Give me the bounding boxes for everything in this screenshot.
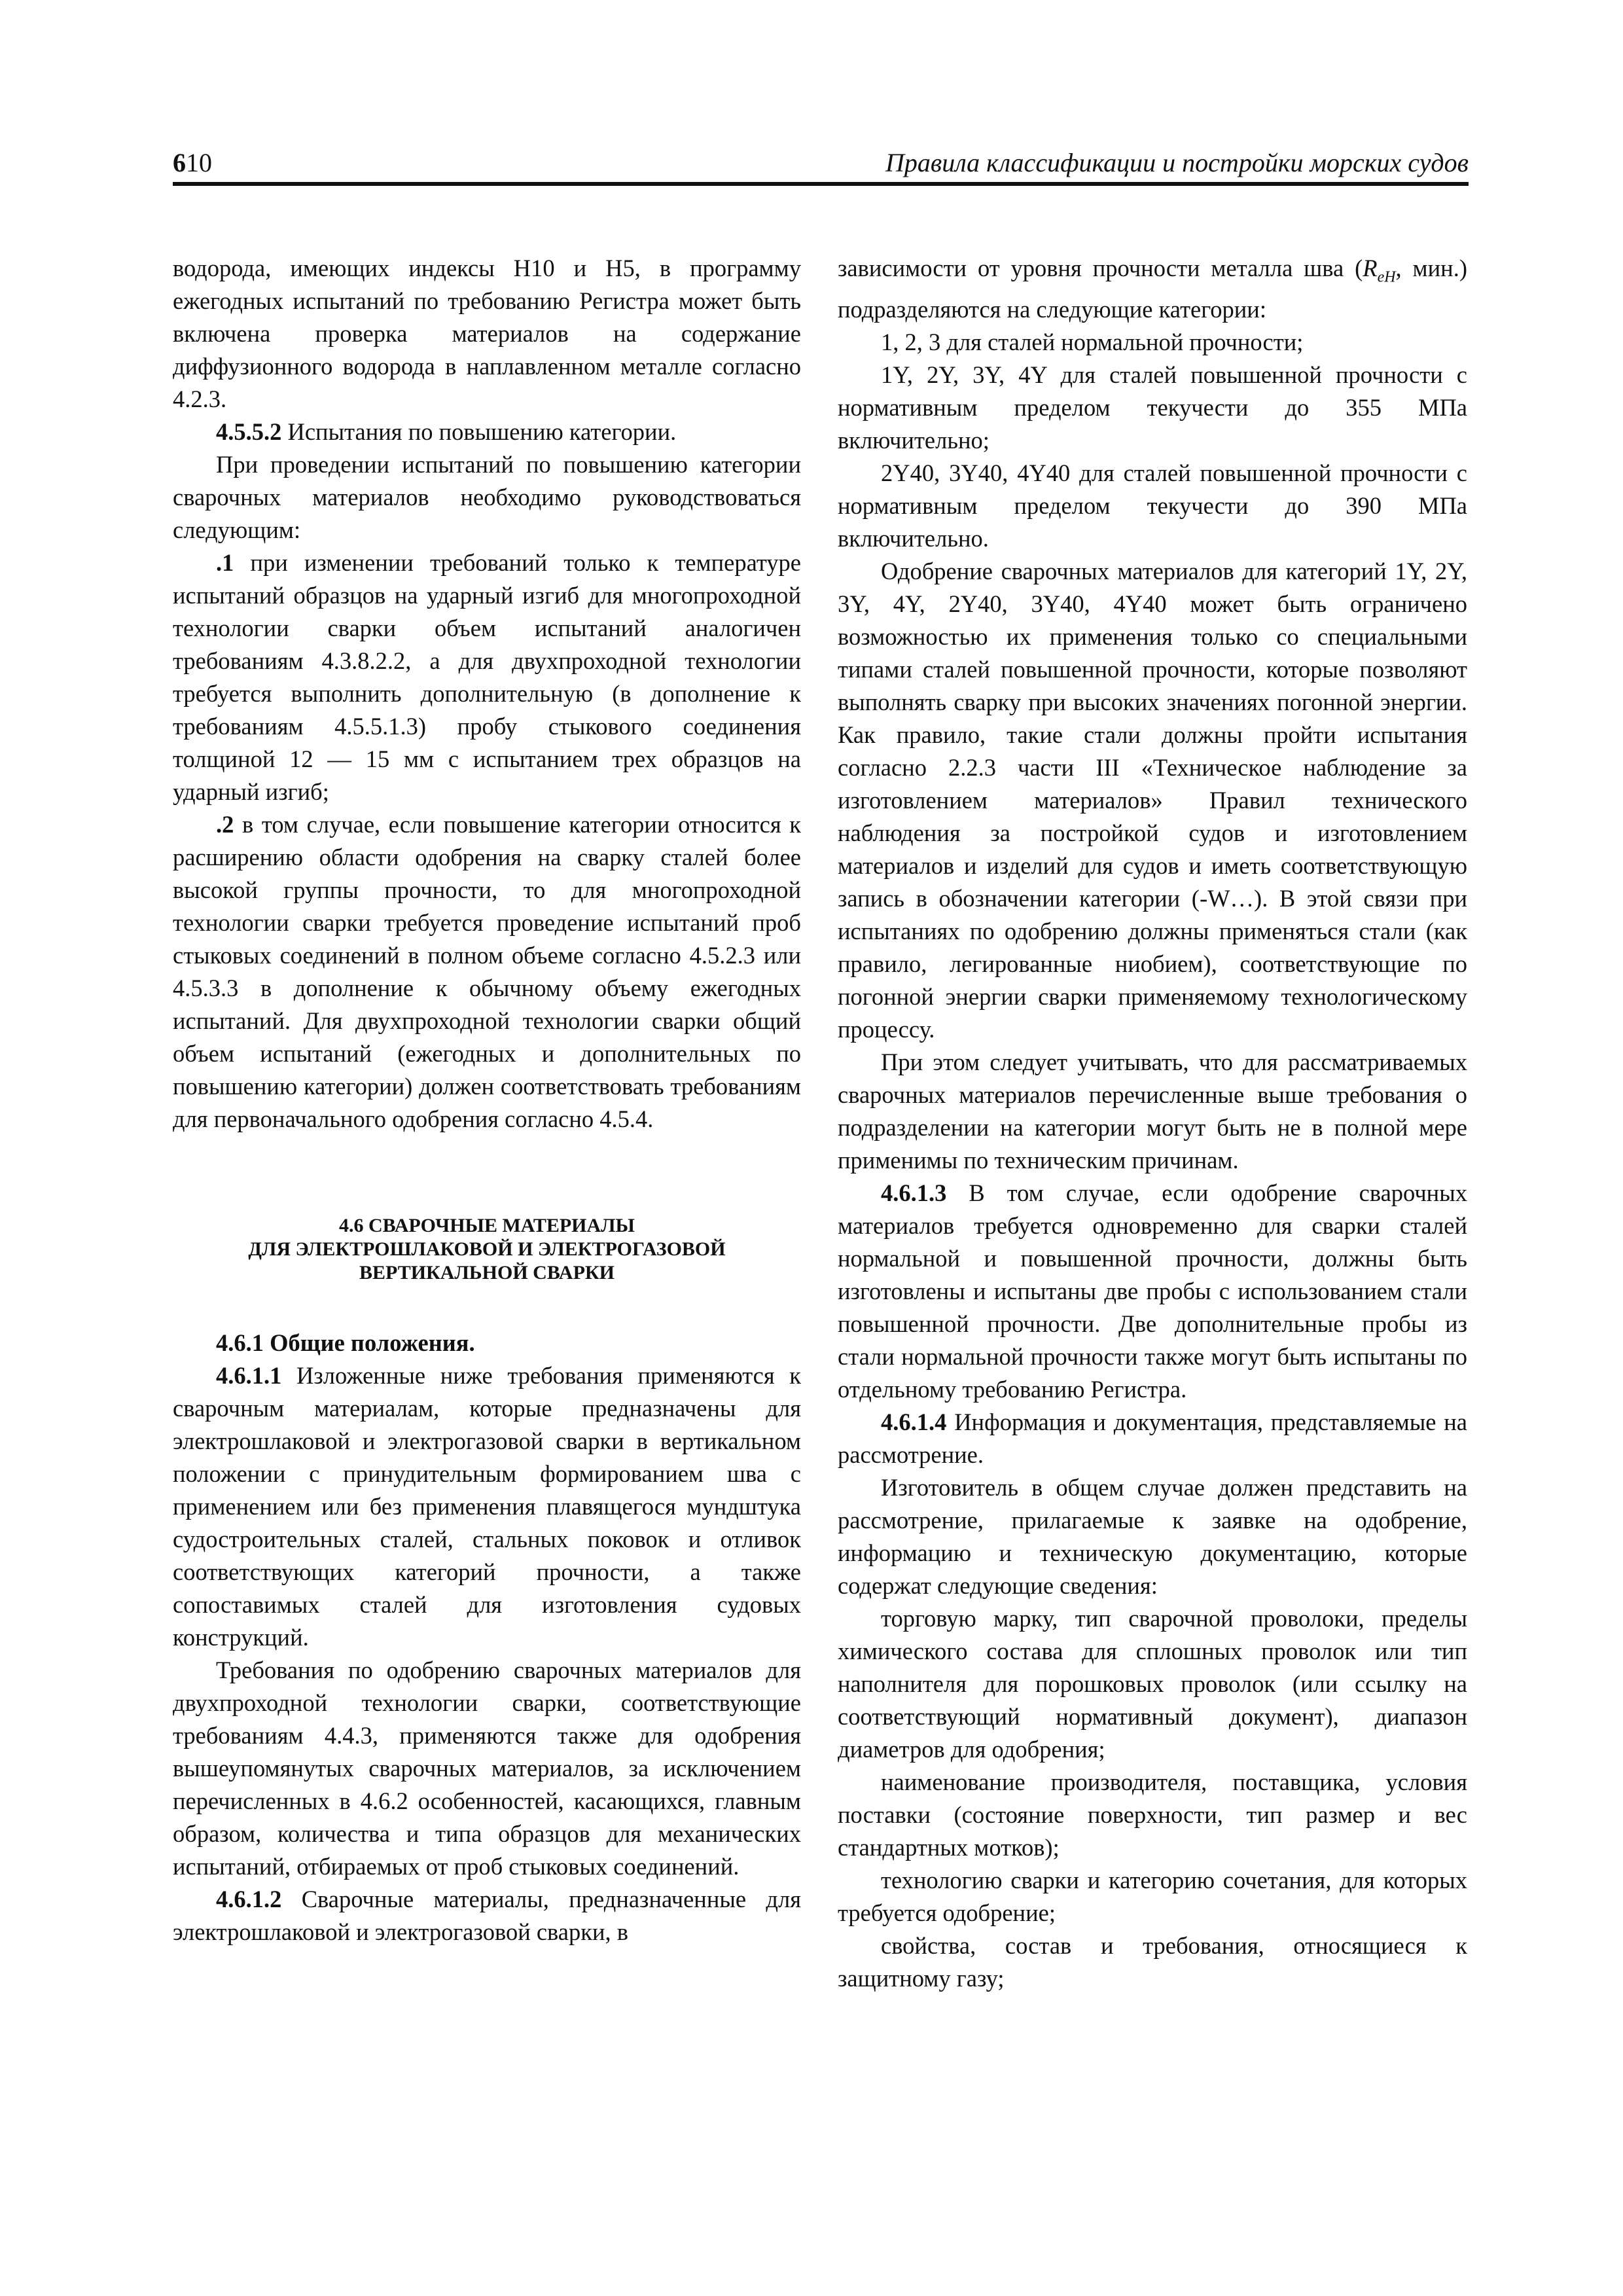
paragraph-text: Изложенные ниже требования применяются к сварочным материалам, которые предназначены для электрошлаковой и электрогазовой сварки в вертикальном положении с принудительным формированием шва с применением или без применения плавящегося мундштука судостроительных сталей, стальных поковок и отливок соответствующих категорий прочности, а также сопоставимых сталей для изготовления судовых конструкций. [173, 1362, 801, 1651]
paragraph: Одобрение сварочных материалов для категорий 1Y, 2Y, 3Y, 4Y, 2Y40, 3Y40, 4Y40 может быть ограничено возможностью их применения только со специальными типами сталей повышенной прочности, которые позволяют выполнять сварку при высоких значениях погонной энергии. Как правило, такие стали должны пройти испытания согласно 2.2.3 части III «Техническое наблюдение за изготовлением материалов» Правил технического наблюдения за постройкой судов и изготовлением материалов и изделий для судов и иметь соответствующую запись в обозначении категории (-W…). В этой связи при испытаниях по одобрению должны применяться стали (как правило, легированные ниобием), соответствующие по погонной энергии сварки применяемому технологическому процессу. [838, 558, 1467, 1043]
clause-number: 4.6.1.1 [216, 1362, 282, 1389]
section-title-line: ВЕРТИКАЛЬНОЙ СВАРКИ [359, 1262, 615, 1283]
page-number-bold: 6 [173, 148, 186, 177]
paragraph-text: В том случае, если одобрение сварочных материалов требуется одновременно для сварки сталей нормальной и повышенной прочности, должны быть изготовлены и испытаны две пробы с использованием стали повышенной прочности. Две дополнительные пробы из стали нормальной прочности также могут быть испытаны по отдельному требованию Регистра. [838, 1179, 1467, 1403]
paragraph-text: Испытания по повышению категории. [281, 418, 677, 445]
paragraph [838, 252, 1467, 326]
symbol-letter: R [1363, 255, 1378, 281]
list-item: наименование производителя, поставщика, условия поставки (состояние поверхности, тип размер и вес стандартных мотков); [838, 1768, 1467, 1861]
paragraph: 2Y40, 3Y40, 4Y40 для сталей повышенной прочности с нормативным пределом текучести до 390 МПа включительно. [838, 459, 1467, 552]
subsection-title: 4.6.1 Общие положения. [216, 1329, 475, 1356]
clause-number: 4.5.5.2 [216, 418, 282, 445]
clause-number: 4.6.1.2 [216, 1886, 282, 1912]
right-column [838, 252, 1467, 1995]
paragraph [173, 416, 801, 448]
paragraph [173, 547, 801, 808]
paragraph: 1, 2, 3 для сталей нормальной прочности; [881, 329, 1304, 356]
paragraph: При этом следует учитывать, что для рассматриваемых сварочных материалов перечисленные выше требования о подразделении на категории могут быть не в полной мере применимы по техническим причинам. [838, 1049, 1467, 1174]
item-number: .2 [216, 811, 234, 838]
item-number: .1 [216, 549, 234, 576]
running-title: Правила классификации и постройки морских судов [885, 148, 1469, 177]
section-title-line: ДЛЯ ЭЛЕКТРОШЛАКОВОЙ И ЭЛЕКТРОГАЗОВОЙ [248, 1238, 726, 1260]
paragraph: Изготовитель в общем случае должен представить на рассмотрение, прилагаемые к заявке на одобрение, информацию и техническую документацию, которые содержат следующие сведения: [838, 1474, 1467, 1600]
symbol [1363, 255, 1396, 286]
paragraph-text: , мин.) подразделяются на следующие категории: [838, 255, 1467, 323]
paragraph-text: Сварочные материалы, предназначенные для электрошлаковой и электрогазовой сварки, в [173, 1886, 801, 1945]
paragraph: Требования по одобрению сварочных материалов для двухпроходной технологии сварки, соответствующие требованиям 4.4.3, применяются также для одобрения вышеупомянутых сварочных материалов, за исключением перечисленных в 4.6.2 особенностей, касающихся, главным образом, количества и типа образцов для механических испытаний, отбираемых от проб стыковых соединений. [173, 1657, 801, 1880]
paragraph [838, 1177, 1467, 1406]
paragraph: 1Y, 2Y, 3Y, 4Y для сталей повышенной прочности с нормативным пределом текучести до 355 МПа включительно; [838, 361, 1467, 454]
paragraph [173, 808, 801, 1136]
clause-number: 4.6.1.3 [881, 1179, 947, 1207]
paragraph-text: в том случае, если повышение категории относится к расширению области одобрения на сварку сталей более высокой группы прочности, то для многопроходной технологии сварки требуется проведение испытаний проб стыковых соединений в полном объеме согласно 4.5.2.3 или 4.5.3.3 в дополнение к обычному объему ежегодных испытаний. Для двухпроходной технологии сварки общий объем испытаний (ежегодных и дополнительных по повышению категории) должен соответствовать требованиям для первоначального одобрения согласно 4.5.4. [173, 811, 801, 1132]
section-title [173, 1214, 801, 1285]
page-number-rest: 10 [186, 148, 212, 177]
clause-number: 4.6.1.4 [881, 1408, 947, 1436]
paragraph: При проведении испытаний по повышению категории сварочных материалов необходимо руководствоваться следующим: [173, 451, 801, 543]
paragraph-text: при изменении требований только к температуре испытаний образцов на ударный изгиб для многопроходной технологии сварки объем испытаний аналогичен требованиям 4.3.8.2.2, а для двухпроходной технологии требуется выполнить дополнительную (в дополнение к требованиям 4.5.5.1.3) пробу стыкового соединения толщиной 12 — 15 мм с испытанием трех образцов на ударный изгиб; [173, 549, 801, 805]
page-header [173, 143, 1469, 186]
page-number [173, 147, 212, 178]
section-title-line: 4.6 СВАРОЧНЫЕ МАТЕРИАЛЫ [338, 1215, 635, 1236]
paragraph [173, 1359, 801, 1654]
paragraph: водорода, имеющих индексы H10 и H5, в программу ежегодных испытаний по требованию Регистра может быть включена проверка материалов на содержание диффузионного водорода в наплавленном металле согласно 4.2.3. [173, 255, 801, 412]
list-item: свойства, состав и требования, относящиеся к защитному газу; [838, 1932, 1467, 1992]
list-item: торговую марку, тип сварочной проволоки, пределы химического состава для сплошных проволок или тип наполнителя для порошковых проволок (или ссылку на соответствующий нормативный документ), диапазон диаметров для одобрения; [838, 1605, 1467, 1763]
paragraph [173, 1883, 801, 1948]
paragraph-text: зависимости от уровня прочности металла шва ( [838, 255, 1363, 281]
list-item: технологию сварки и категорию сочетания, для которых требуется одобрение; [838, 1867, 1467, 1927]
paragraph [838, 1406, 1467, 1471]
paragraph-text: Информация и документация, представляемые на рассмотрение. [838, 1408, 1467, 1469]
left-column [173, 252, 801, 1948]
symbol-subscript: eH [1377, 268, 1396, 286]
